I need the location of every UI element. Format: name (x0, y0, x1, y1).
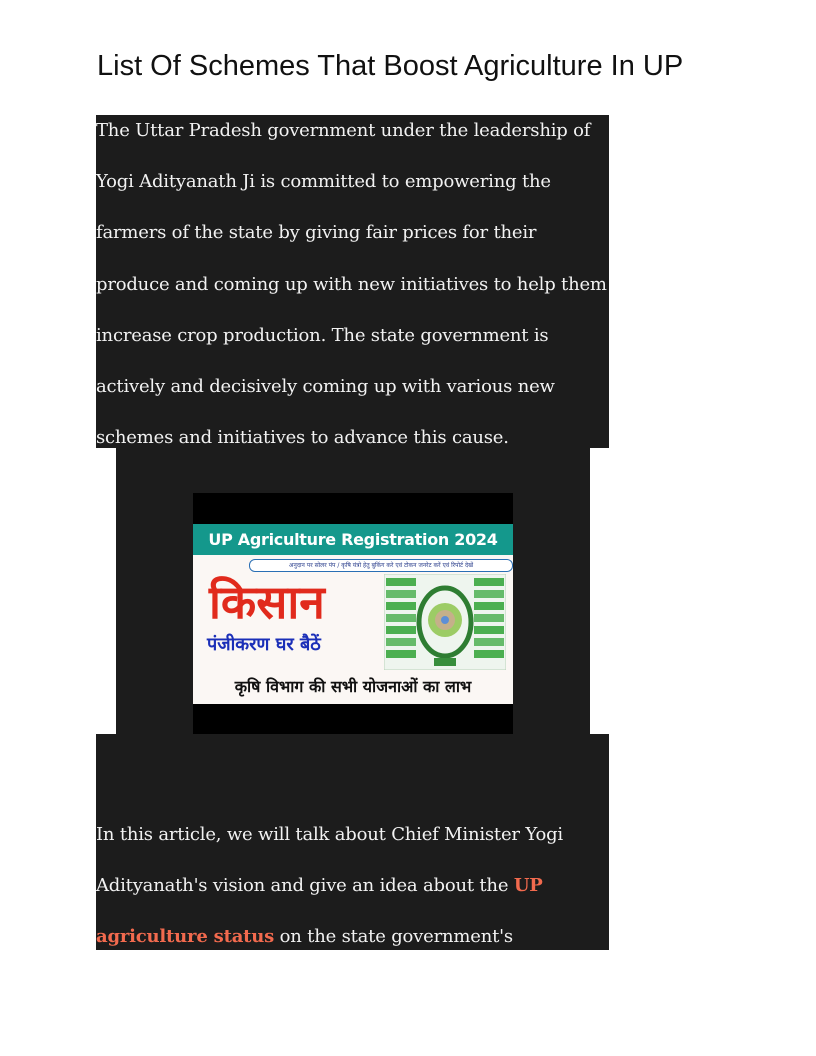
intro-block (96, 115, 609, 448)
follow-text-after: on the state government's (274, 926, 513, 948)
thumbnail-subtitle: अनुदान पर सोलर पंप / कृषि यंत्रो हेतु बुकिंग करे एवं टोकन जनरेट करें एवं रिपोर्ट देखें (249, 559, 513, 572)
article-thumbnail[interactable] (193, 493, 513, 734)
page-title: List Of Schemes That Boost Agriculture In UP (97, 50, 684, 82)
follow-text-before: In this article, we will talk about Chief Minister Yogi Adityanath's vision and give an idea about the (96, 824, 563, 897)
thumbnail-banner: UP Agriculture Registration 2024 (193, 524, 513, 555)
thumbnail-footer: कृषि विभाग की सभी योजनाओं का लाभ (234, 677, 472, 696)
up-agriculture-status-link[interactable]: UP agriculture status (96, 875, 543, 948)
image-frame (116, 448, 590, 734)
thumbnail-subheadline: पंजीकरण घर बैठें (207, 634, 321, 655)
thumbnail-graphic (193, 524, 513, 704)
thumbnail-headline: किसान (209, 575, 325, 629)
intro-paragraph: The Uttar Pradesh government under the leadership of Yogi Adityanath Ji is committed to empowering the farmers of the state by giving fair prices for their produce and coming up with new initiatives to help them increase crop production. The state government is actively and decisively coming up with various new schemes and initiatives to advance this cause. (96, 120, 607, 448)
follow-block (96, 734, 609, 950)
scheme-poster-image (384, 574, 506, 670)
follow-paragraph (96, 809, 609, 950)
